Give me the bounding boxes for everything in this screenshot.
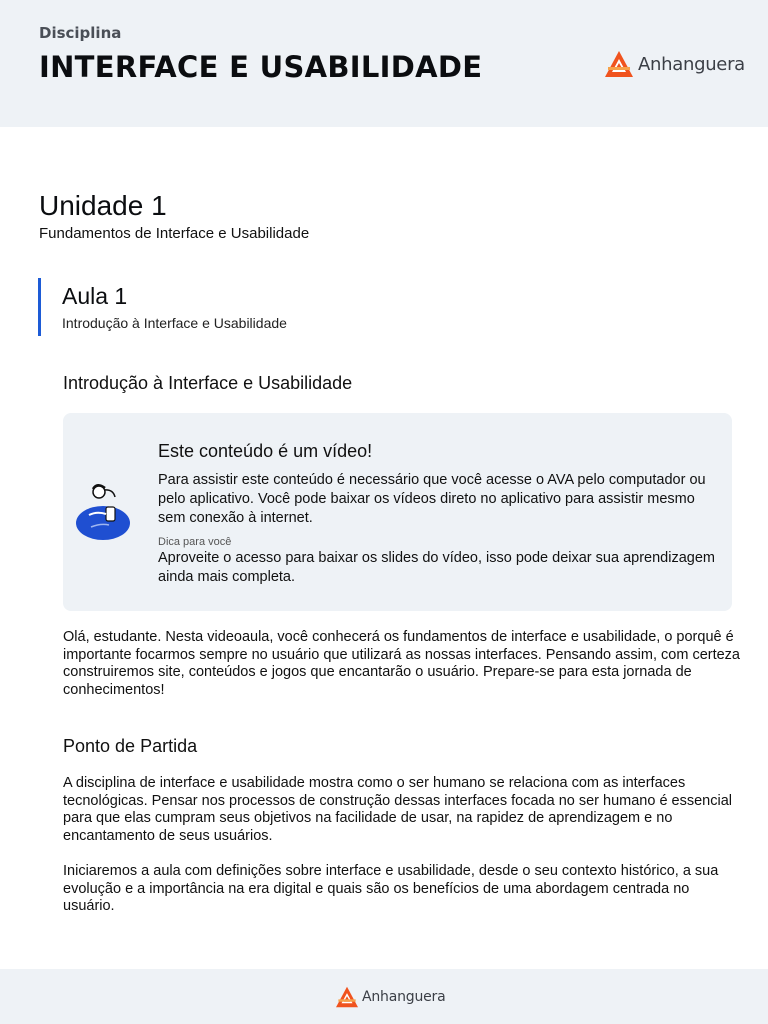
- tip-text: Aproveite o acesso para baixar os slides do vídeo, isso pode deixar sua aprendizagem ainda mais completa.: [158, 550, 715, 585]
- starting-point-paragraph-1: A disciplina de interface e usabilidade mostra como o ser humano se relaciona com as interfaces tecnológicas. Pensar nos processos de construção dessas interfaces focada no ser humano é essencial para que elas cumpram seus objetivos na facilidade de usar, na rapidez de aprendizagem e no encantamento de seus usuários.: [63, 775, 732, 844]
- starting-point-paragraph-2: Iniciaremos a aula com definições sobre interface e usabilidade, desde o seu contexto histórico, a sua evolução e a importância na era digital e quais são os benefícios de uma abordagem centrada no usuário.: [63, 863, 719, 914]
- lesson-subtitle: Introdução à Interface e Usabilidade: [62, 315, 287, 331]
- tip-label: Dica para você: [158, 536, 232, 548]
- unit-subtitle: Fundamentos de Interface e Usabilidade: [39, 225, 310, 242]
- page-header: [0, 0, 768, 127]
- video-card-title: Este conteúdo é um vídeo!: [158, 441, 373, 461]
- lesson-title: Aula 1: [62, 283, 128, 309]
- brand-name: Anhanguera: [638, 53, 745, 75]
- footer-brand-logo: [335, 986, 445, 1008]
- anhanguera-logo-icon: [604, 50, 634, 78]
- unit-title: Unidade 1: [39, 190, 167, 221]
- anhanguera-logo-icon: [335, 986, 359, 1008]
- lesson-accent-bar: [38, 278, 41, 336]
- footer-brand-name: Anhanguera: [362, 989, 446, 1005]
- intro-paragraph: Olá, estudante. Nesta videoaula, você conhecerá os fundamentos de interface e usabilidade, o porquê é importante focarmos sempre no usuário que utilizará as nossas interfaces. Pensando assim, com certeza construiremos site, conteúdos e jogos que encantarão o usuário. Prepare-se para esta jornada de conhecimentos!: [63, 629, 740, 698]
- section-heading-intro: Introdução à Interface e Usabilidade: [63, 373, 353, 393]
- section-heading-starting-point: Ponto de Partida: [63, 736, 198, 756]
- brand-logo: [604, 50, 745, 78]
- video-card-text: Para assistir este conteúdo é necessário que você acesse o AVA pelo computador ou pelo aplicativo. Você pode baixar os vídeos direto no aplicativo para assistir mesmo sem conexão à internet.: [158, 472, 706, 526]
- discipline-title: INTERFACE E USABILIDADE: [39, 50, 483, 84]
- discipline-label: Disciplina: [39, 24, 122, 42]
- page-footer: [0, 969, 768, 1024]
- video-notice-card: [63, 413, 732, 611]
- person-with-phone-icon: [73, 483, 133, 541]
